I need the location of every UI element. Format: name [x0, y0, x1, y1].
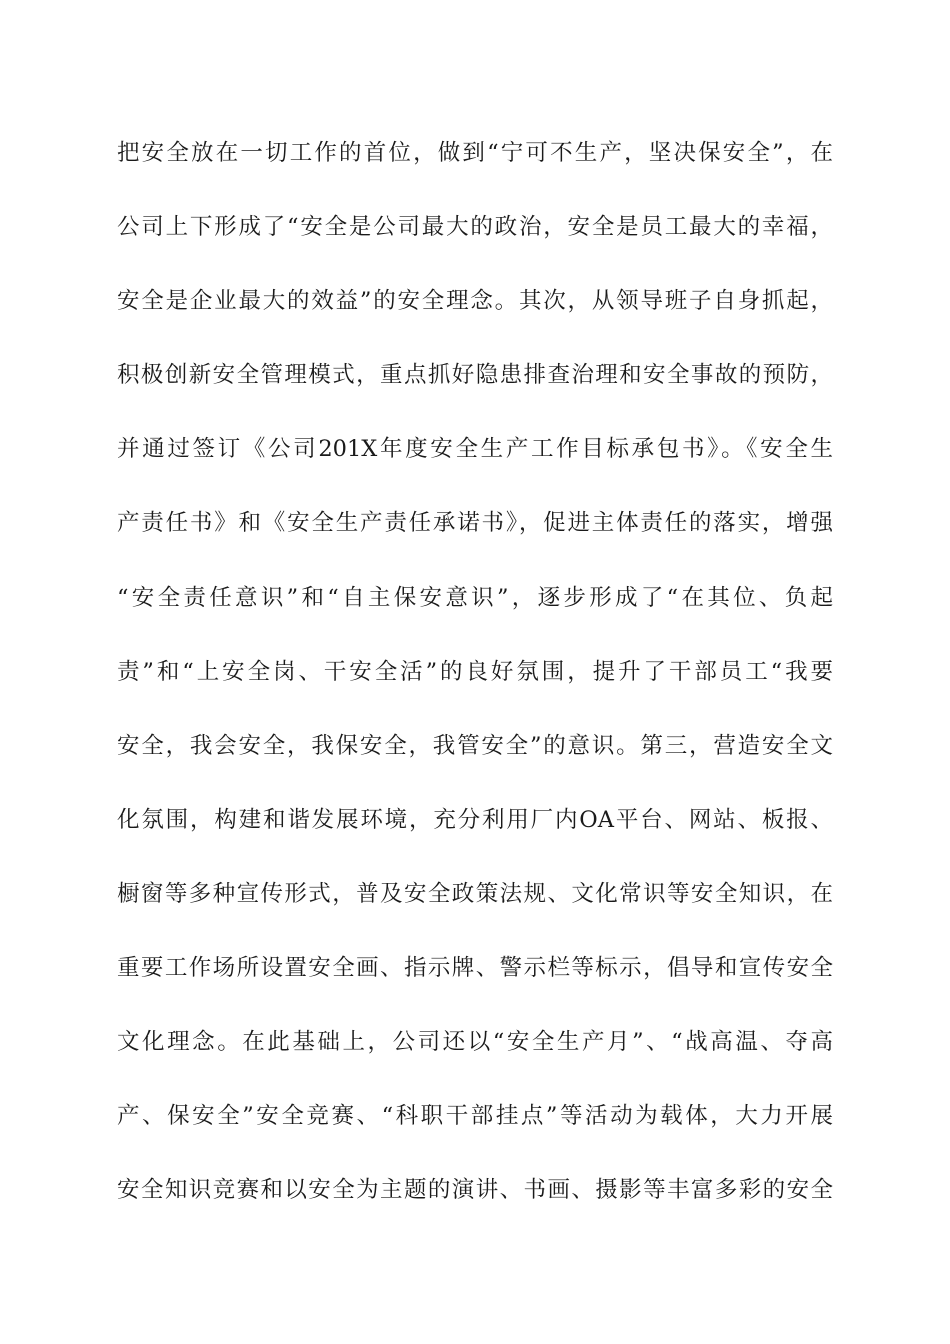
- text-line: 重要工作场所设置安全画、指示牌、警示栏等标示，倡导和宣传安全: [117, 955, 833, 982]
- text-line: 安全，我会安全，我保安全，我管安全”的意识。第三，营造安全文: [117, 732, 833, 759]
- text-line: 把安全放在一切工作的首位，做到“宁可不生产，坚决保安全”，在: [117, 140, 833, 166]
- text-line: 文化理念。在此基础上，公司还以“安全生产月”、“战高温、夺高: [117, 1029, 833, 1056]
- text-line: 责”和“上安全岗、干安全活”的良好氛围，提升了干部员工“我要: [117, 658, 833, 685]
- text-line: 产、保安全”安全竞赛、“科职干部挂点”等活动为载体，大力开展: [117, 1103, 833, 1130]
- text-line: 化氛围，构建和谐发展环境，充分利用厂内OA平台、网站、板报、: [117, 806, 833, 833]
- body-text: [117, 131, 833, 1242]
- text-line: 并通过签订《公司201X年度安全生产工作目标承包书》。《安全生: [117, 436, 833, 463]
- text-line: 安全是企业最大的效益”的安全理念。其次，从领导班子自身抓起，: [117, 288, 833, 315]
- text-line: 橱窗等多种宣传形式，普及安全政策法规、文化常识等安全知识，在: [117, 880, 833, 907]
- text-line: 积极创新安全管理模式，重点抓好隐患排查治理和安全事故的预防，: [117, 362, 833, 389]
- text-line: 安全知识竞赛和以安全为主题的演讲、书画、摄影等丰富多彩的安全: [117, 1177, 833, 1204]
- text-line: 公司上下形成了“安全是公司最大的政治，安全是员工最大的幸福，: [117, 214, 833, 241]
- text-line: 产责任书》和《安全生产责任承诺书》，促进主体责任的落实，增强: [117, 510, 833, 537]
- text-line: “安全责任意识”和“自主保安意识”，逐步形成了“在其位、负起: [117, 584, 833, 611]
